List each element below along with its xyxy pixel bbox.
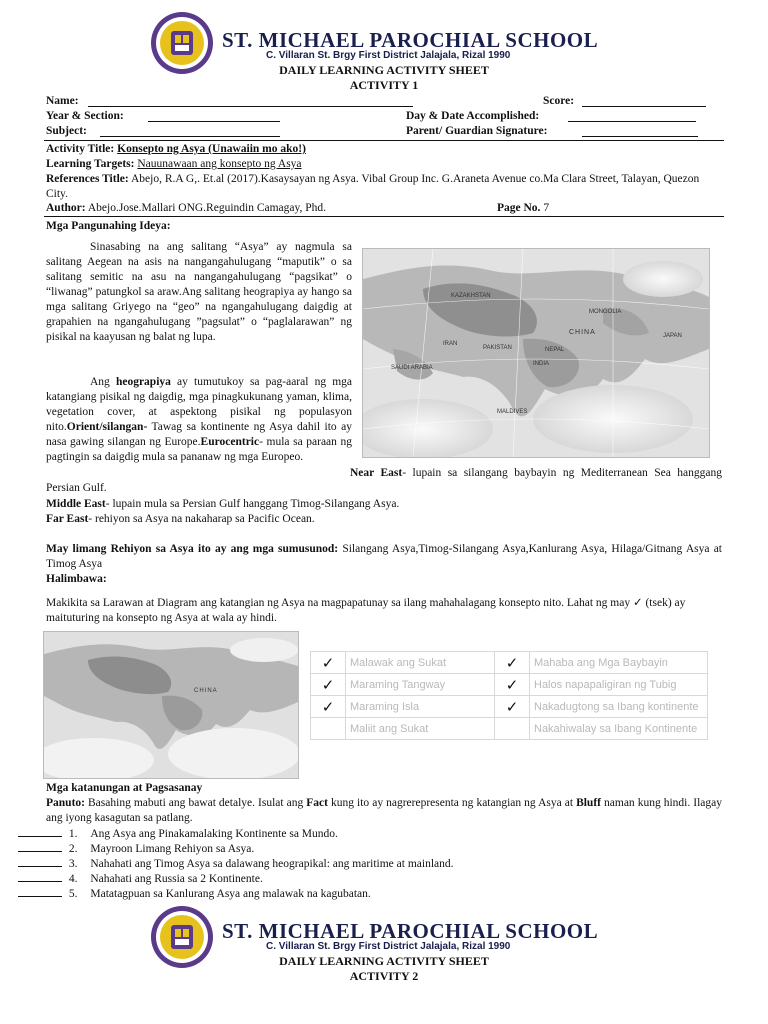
answer-blank[interactable]	[18, 856, 62, 867]
learning-targets-row	[46, 157, 302, 172]
question-item: 3. Nahahati ang Timog Asya sa dalawang heograpikal: ang maritime at mainland.	[18, 856, 454, 872]
checklist-row	[311, 718, 708, 740]
sheet-title: DAILY LEARNING ACTIVITY SHEET	[279, 63, 489, 77]
checklist-item: Nakadugtong sa Ibang kontinente	[530, 696, 708, 718]
asia-map-small	[43, 631, 299, 779]
checklist-item: Maliit ang Sukat	[346, 718, 495, 740]
subject-label: Subject:	[46, 125, 87, 137]
name-label: Name:	[46, 95, 79, 107]
checklist-item: Halos napapaligiran ng Tubig	[530, 674, 708, 696]
year-section-field[interactable]	[148, 121, 280, 122]
questions-heading: Mga katanungan at Pagsasanay	[46, 782, 203, 794]
activity-number: ACTIVITY 1	[349, 78, 419, 92]
ideas-heading: Mga Pangunahing Ideya:	[46, 220, 171, 232]
ideas-paragraph-1: Sinasabing na ang salitang “Asya” ay nagmula sa salitang Aegean na asis na nangangahulugang “maputik” o sa salitang semitic na asu na nangangahulugang “pagsikat” o “liwanag” patungkol sa araw.Ang salitang heograpiya ay hango sa mga salitang Griyego na “geo” na ngangahulugang daigdig at grapahien na ngangahulugang ”pagsulat” o “paglalarawan” ng pisikal na kaayusan ng balat ng lupa.	[46, 241, 352, 343]
map-label: SAUDI ARABIA	[391, 365, 433, 371]
year-section-label: Year & Section:	[46, 110, 124, 122]
map-label: CHINA	[569, 329, 596, 336]
question-item: 1. Ang Asya ang Pinakamalaking Kontinente sa Mundo.	[18, 826, 338, 842]
school-name: ST. MICHAEL PAROCHIAL SCHOOL	[222, 919, 599, 943]
parent-signature-label: Parent/ Guardian Signature:	[406, 125, 548, 137]
subject-field[interactable]	[100, 136, 280, 137]
school-address: C. Villaran St. Brgy First District Jalajala, Rizal 1990	[266, 50, 511, 61]
map-label: PAKISTAN	[483, 345, 512, 351]
references-text: Abejo, R.A G,. Et.al (2017).Kasaysayan ng Asya. Vibal Group Inc. G.Araneta Avenue co.Ma Clara Street, Talayan, Quezon City.	[46, 173, 700, 200]
checklist-row	[311, 696, 708, 718]
map-label: INDIA	[533, 361, 550, 367]
score-label: Score:	[543, 95, 575, 107]
answer-blank[interactable]	[18, 886, 62, 897]
checklist-item: Maraming Isla	[346, 696, 495, 718]
references-label: References Title:	[46, 173, 129, 185]
checklist-row	[311, 652, 708, 674]
activity-number: ACTIVITY 2	[349, 969, 419, 983]
score-field[interactable]	[582, 106, 706, 107]
middle-east-text: Middle East- lupain mula sa Persian Gulf hanggang Timog-Silangang Asya.	[46, 498, 400, 510]
checklist-item: Malawak ang Sukat	[346, 652, 495, 674]
map-label: CHINA	[194, 688, 218, 694]
activity-title: Konsepto ng Asya (Unawaiin mo ako!)	[117, 143, 306, 155]
activity-title-label: Activity Title:	[46, 143, 115, 155]
answer-blank[interactable]	[18, 826, 62, 837]
references-row	[46, 172, 722, 202]
checklist-row	[311, 674, 708, 696]
check-icon: ✓	[495, 674, 530, 696]
divider	[44, 216, 724, 217]
name-field[interactable]	[88, 106, 413, 107]
answer-blank[interactable]	[18, 841, 62, 852]
school-name: ST. MICHAEL PAROCHIAL SCHOOL	[222, 28, 599, 52]
map-label: IRAN	[443, 341, 458, 347]
check-icon: ✓	[495, 652, 530, 674]
map-label: MALDIVES	[497, 409, 528, 415]
check-icon: ✓	[311, 696, 346, 718]
example-heading: Halimbawa:	[46, 573, 107, 585]
page-number-label: Page No.	[497, 202, 541, 214]
page-number-row	[497, 201, 549, 216]
concept-checklist	[310, 651, 708, 740]
panuto-text: Panuto: Basahing mabuti ang bawat detalye. Isulat ang Fact kung ito ay nagrerepresenta ng katangian ng Asya at Bluff naman kung hindi. Ilagay ang iyong kasagutan sa patlang.	[46, 797, 723, 824]
parent-signature-field[interactable]	[582, 136, 698, 137]
checklist-item: Mahaba ang Mga Baybayin	[530, 652, 708, 674]
check-icon	[495, 718, 530, 740]
ideas-paragraph-2: Ang heograpiya ay tumutukoy sa pag-aaral ng mga katangiang pisikal ng daigdig, mga pinagkukunang yaman, klima, vegetation cover, at aspektong pisikal ng populasyon nito.Orient/silangan- Tawag sa kontinente ng Asya dahil ito ay nasa gawing silangan ng Europe.Eurocentric- mula sa paraan ng pagtingin sa daigdig mula sa pananaw ng mga Europeo.	[46, 376, 352, 463]
answer-blank[interactable]	[18, 871, 62, 882]
map-label: NEPAL	[545, 347, 565, 353]
map-label: JAPAN	[663, 333, 682, 339]
author-row	[46, 201, 326, 216]
author-name: Abejo.Jose.Mallari ONG.Reguindin Camagay, Phd.	[87, 202, 327, 214]
check-icon	[311, 718, 346, 740]
sheet-title: DAILY LEARNING ACTIVITY SHEET	[279, 954, 489, 968]
page-number: 7	[543, 202, 550, 214]
instruction-text: Makikita sa Larawan at Diagram ang katangian ng Asya na magpapatunay sa ilang mahahalagang konsepto nito. Lahat ng may ✓ (tsek) ay maituturing na konsepto ng Asya at wala ay hindi.	[46, 597, 686, 624]
regions-text: May limang Rehiyon sa Asya ito ay ang mga sumusunod: Silangang Asya,Timog-Silangang Asya,Kanlurang Asya, Hilaga/Gitnang Asya at Timog Asya	[46, 543, 722, 570]
question-item: 5. Matatagpuan sa Kanlurang Asya ang malawak na kagubatan.	[18, 886, 371, 902]
check-icon: ✓	[311, 652, 346, 674]
asia-map	[362, 248, 710, 458]
check-icon: ✓	[311, 674, 346, 696]
checklist-item: Nakahiwalay sa Ibang Kontinente	[530, 718, 708, 740]
day-date-field[interactable]	[568, 121, 696, 122]
learning-targets-label: Learning Targets:	[46, 158, 135, 170]
day-date-label: Day & Date Accomplished:	[406, 110, 540, 122]
map-label: MONGOLIA	[589, 309, 622, 315]
learning-targets: Nauunawaan ang konsepto ng Asya	[137, 158, 302, 170]
map-label: KAZAKHSTAN	[451, 293, 491, 299]
checklist-item: Maraming Tangway	[346, 674, 495, 696]
author-label: Author:	[46, 202, 86, 214]
question-item: 4. Nahahati ang Russia sa 2 Kontinente.	[18, 871, 263, 887]
near-east-text: Near East- lupain sa silangang baybayin ng Mediterranean Sea hanggang Persian Gulf.	[46, 467, 723, 494]
check-icon: ✓	[495, 696, 530, 718]
divider	[44, 140, 724, 141]
question-item: 2. Mayroon Limang Rehiyon sa Asya.	[18, 841, 254, 857]
school-address: C. Villaran St. Brgy First District Jalajala, Rizal 1990	[266, 941, 511, 952]
far-east-text: Far East- rehiyon sa Asya na nakaharap sa Pacific Ocean.	[46, 513, 315, 525]
activity-title-row	[46, 142, 306, 157]
